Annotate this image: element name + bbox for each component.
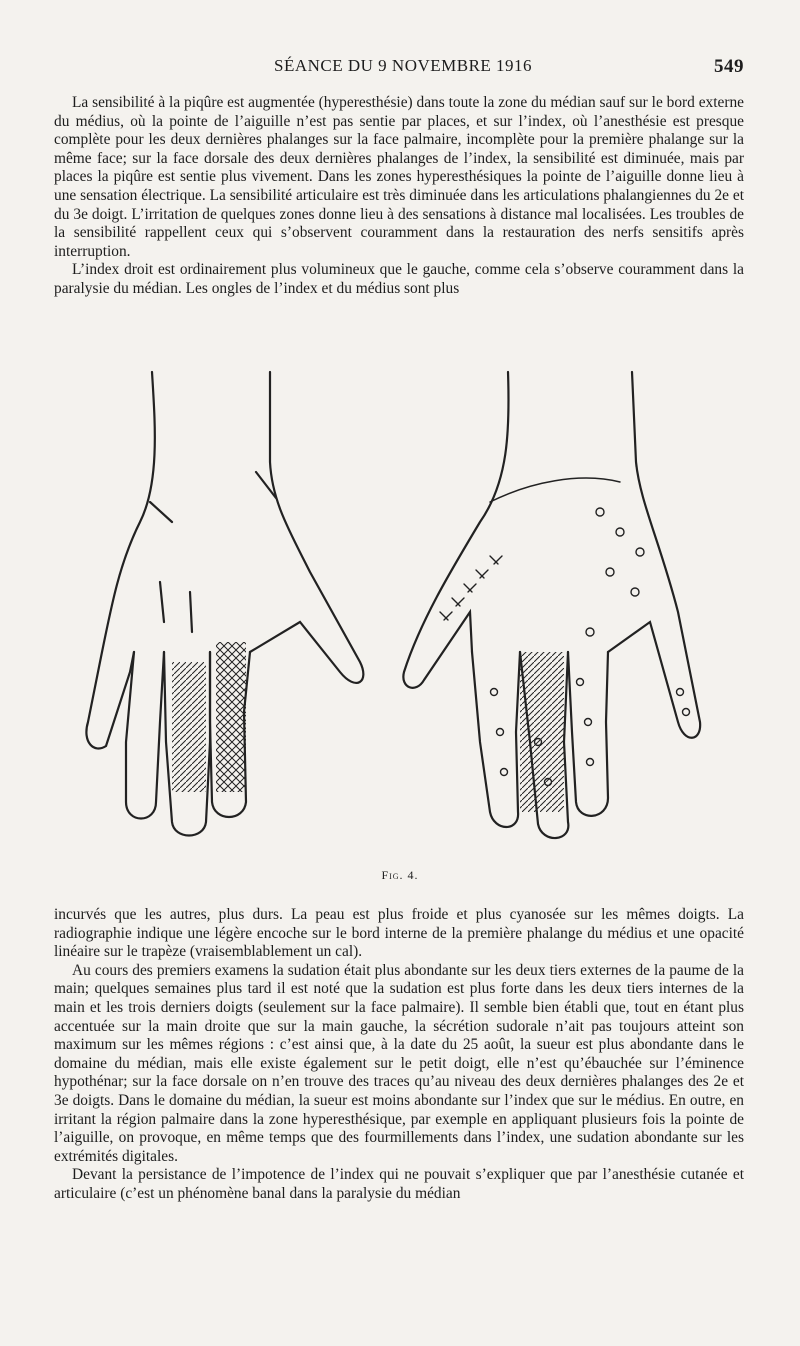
hands-illustration xyxy=(60,362,750,842)
paragraph: Devant la persistance de l’impotence de l’index qui ne pouvait s’expliquer que par l’anesthésie cutanée et articulaire (c’est un phénomène banal dans la paralysie du médian xyxy=(54,1166,744,1202)
left-hand-dorsal xyxy=(86,372,363,836)
paragraph: Au cours des premiers examens la sudation était plus abondante sur les deux tiers externes de la paume de la main; quelques semaines plus tard il est noté que la sudation est plus forte dans les deux tiers internes de la main et les trois derniers doigts (seulement sur la face palmaire). Il semble bien établi que, tout en étant plus accentuée sur la main droite que sur la main gauche, la sécrétion sudorale n’ait pas toujours atteint son maximum sur les mêmes régions : c’est ainsi que, à la date du 25 août, la sueur est plus abondante dans le domaine du médian, mais elle existe également sur le petit doigt, elle n’est qu’ébauchée sur l’éminence hypothénar; sur la face dorsale on n’en trouve des traces qu’au niveau des deux dernières phalanges des 2e et 3e doigts. Dans le domaine du médian, la sueur est moins abondante sur l’index que sur le médius. En outre, en irritant la région palmaire dans la zone hyperesthésique, par exemple en appliquant plusieurs fois la pointe de l’aiguille, on provoque, en même temps que des fourmillements dans l’index, une sudation abondante sur les extrémités digitales. xyxy=(54,961,744,1165)
paragraph: L’index droit est ordinairement plus volumineux que le gauche, comme cela s’observe couramment dans la paralysie du médian. Les ongles de l’index et du médius sont plus xyxy=(54,261,744,297)
right-hand-palmar xyxy=(403,372,700,838)
page-number: 549 xyxy=(714,56,744,77)
hand-sensibility-figure xyxy=(60,362,750,842)
page-header xyxy=(54,56,744,82)
figure-caption: Fig. 4. xyxy=(381,868,419,882)
paragraph: La sensibilité à la piqûre est augmentée (hyperesthésie) dans toute la zone du médian sauf sur le bord externe du médius, où la pointe de l’aiguille n’est pas sentie par places, et sur l’index, où l’anesthésie est presque complète pour les deux dernières phalanges sur la face palmaire, incomplète pour la première phalange sur la même face; sur la face dorsale des deux dernières phalanges de l’index, la sensibilité est diminuée, mais par places la piqûre est sentie plus vivement. Dans les zones hyperesthésiques la pointe de l’aiguille donne lieu à une sensation électrique. La sensibilité articulaire est très diminuée dans les articulations phalangiennes du 2e et du 3e doigt. L’irritation de quelques zones donne lieu à des sensations à distance mal localisées. Les troubles de la sensibilité rappellent ceux qui s’observent couramment dans la restauration des nerfs sensitifs après interruption. xyxy=(54,94,744,260)
body-text-top xyxy=(54,94,744,299)
body-text-bottom xyxy=(54,906,744,1204)
paragraph: incurvés que les autres, plus durs. La peau est plus froide et plus cyanosée sur les mêmes doigts. La radiographie indique une légère encoche sur le bord interne de la première phalange du médius et une opacité linéaire sur le trapèze (vraisemblablement un cal). xyxy=(54,906,744,961)
running-title: SÉANCE DU 9 NOVEMBRE 1916 xyxy=(274,56,533,75)
